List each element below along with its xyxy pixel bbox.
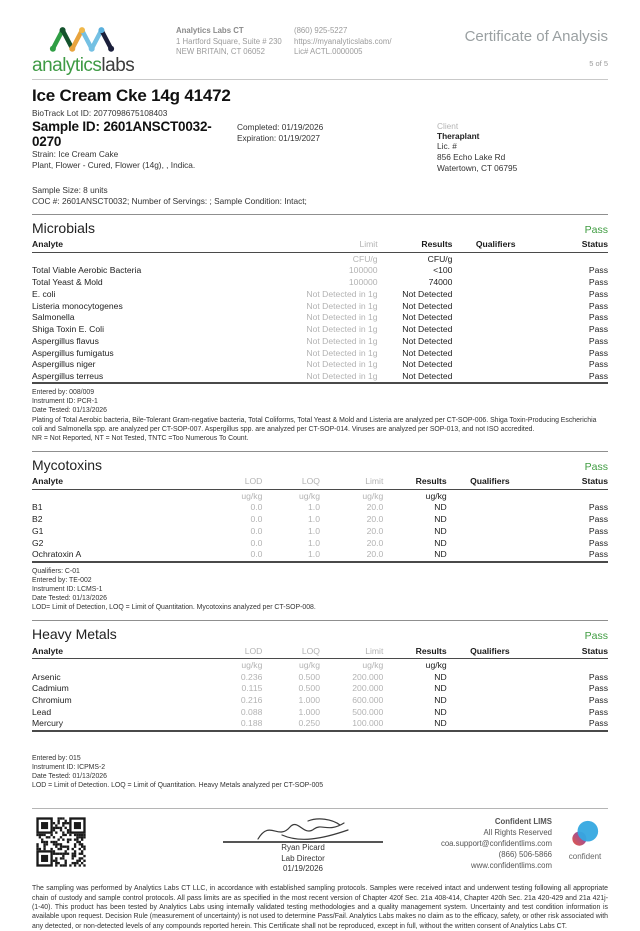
expiration-date: Expiration: 01/19/2027 <box>237 132 321 143</box>
confident-circles-icon <box>569 819 601 849</box>
table-cell: Not Detected in 1g <box>306 347 378 358</box>
signer-date: 01/19/2026 <box>282 863 324 873</box>
unit-cell: CFU/g <box>427 253 453 264</box>
table-row <box>32 718 608 731</box>
sample-id-block <box>32 119 237 173</box>
section-status-badge: Pass <box>584 460 608 473</box>
section-title: Heavy Metals <box>32 626 117 643</box>
column-header: LOD <box>205 476 263 490</box>
signature-block <box>218 815 388 874</box>
column-header: Analyte <box>32 645 205 659</box>
unit-cell: CFU/g <box>352 253 378 264</box>
unit-cell <box>32 659 205 671</box>
header-divider <box>32 79 608 80</box>
lab-contact-block <box>294 26 444 58</box>
table-cell: Not Detected <box>402 359 453 370</box>
table-cell <box>447 502 533 514</box>
table-cell: 100000 <box>348 265 378 276</box>
unit-cell <box>452 253 538 265</box>
microbials-table <box>32 239 608 384</box>
table-cell: <100 <box>433 265 453 276</box>
table-cell <box>452 288 538 300</box>
lab-address-line1: 1 Hartford Square, Suite # 230 <box>176 36 282 46</box>
table-cell: Pass <box>588 347 608 358</box>
table-cell: Pass <box>588 537 608 548</box>
column-header: Status <box>533 645 608 659</box>
note-line: Qualifiers: C-01 <box>32 567 80 575</box>
table-cell: Pass <box>588 706 608 717</box>
table-cell: Pass <box>588 288 608 299</box>
table-cell: Cadmium <box>32 683 69 694</box>
table-cell: Not Detected in 1g <box>306 300 378 311</box>
analytics-labs-logo <box>32 22 160 75</box>
table-cell <box>447 718 533 731</box>
table-cell <box>447 525 533 537</box>
confident-logo-word: confident <box>568 852 602 862</box>
table-cell <box>452 300 538 312</box>
table-cell: ND <box>434 683 447 694</box>
table-row <box>32 359 608 371</box>
table-cell <box>447 537 533 549</box>
table-cell <box>452 335 538 347</box>
table-cell: 0.088 <box>240 706 263 717</box>
table-cell: Aspergillus niger <box>32 359 96 370</box>
table-cell: 0.500 <box>298 671 320 682</box>
unit-cell: ug/kg <box>298 490 320 501</box>
table-cell: B2 <box>32 514 43 525</box>
table-row <box>32 370 608 383</box>
table-row <box>32 525 608 537</box>
table-cell: 1.0 <box>308 514 320 525</box>
column-header: Qualifiers <box>447 476 533 490</box>
table-cell: 0.500 <box>298 683 320 694</box>
table-cell: Pass <box>588 324 608 335</box>
sample-info <box>32 86 608 207</box>
table-cell: 1.000 <box>298 706 320 717</box>
column-header: Status <box>539 239 608 253</box>
table-cell: Not Detected in 1g <box>306 288 378 299</box>
note-line: Plating of Total Aerobic bacteria, Bile-Tolerant Gram-negative bacteria, Total Coliforms, Total Yeast & Mold and Listeria are analyzed per CT-SOP-006. Shiga Toxin-Producing Escherichia coli and Salmonella spp. are analyzed per CT-SOP-007. Aspergillus spp. are analyzed per CT-SOP-014. Viruses are analyzed per SOP-013, and not ISO accredited. <box>32 416 597 433</box>
unit-cell: ug/kg <box>241 659 263 670</box>
footer-divider <box>32 808 608 809</box>
table-cell: Pass <box>588 370 608 381</box>
table-cell <box>452 277 538 289</box>
table-cell: ND <box>434 671 447 682</box>
column-header: Qualifiers <box>447 645 533 659</box>
table-cell: Not Detected in 1g <box>306 324 378 335</box>
table-cell: Pass <box>588 514 608 525</box>
strain: Strain: Ice Cream Cake <box>32 149 119 159</box>
table-cell: Arsenic <box>32 671 61 682</box>
table-cell: 500.000 <box>352 706 384 717</box>
table-cell: Pass <box>588 525 608 536</box>
table-cell: Not Detected <box>402 300 453 311</box>
column-header: Qualifiers <box>452 239 538 253</box>
lab-name: Analytics Labs CT <box>176 26 244 35</box>
table-row <box>32 695 608 707</box>
unit-cell: ug/kg <box>241 490 263 501</box>
table-cell: Pass <box>588 502 608 513</box>
mycotoxins-table <box>32 476 608 563</box>
table-cell: ND <box>434 718 447 729</box>
lab-license: Lic# ACTL.0000005 <box>294 47 363 57</box>
column-header: Limit <box>320 476 383 490</box>
table-cell: Shiga Toxin E. Coli <box>32 324 104 335</box>
column-header: Status <box>533 476 608 490</box>
table-cell: 20.0 <box>366 502 384 513</box>
table-cell: Total Viable Aerobic Bacteria <box>32 265 142 276</box>
table-cell: Not Detected <box>402 335 453 346</box>
heavy-metals-table <box>32 645 608 732</box>
table-cell: 1.0 <box>308 549 320 560</box>
table-cell: 20.0 <box>366 537 384 548</box>
table-cell: Pass <box>588 335 608 346</box>
table-cell: 1.0 <box>308 502 320 513</box>
table-cell: Not Detected <box>402 288 453 299</box>
client-address1: 856 Echo Lake Rd <box>437 151 506 162</box>
table-cell: 1.0 <box>308 537 320 548</box>
note-line: LOD = Limit of Detection. LOQ = Limit of Quantitation. Heavy Metals analyzed per CT-SOP-005 <box>32 782 324 790</box>
lab-address-line2: NEW BRITAIN, CT 06052 <box>176 47 265 57</box>
lab-phone: (860) 925-5227 <box>294 26 348 35</box>
table-cell: 200.000 <box>352 671 384 682</box>
unit-cell: ug/kg <box>425 490 447 501</box>
dates-block <box>237 119 347 173</box>
table-cell: Salmonella <box>32 312 75 323</box>
table-cell: Not Detected <box>402 324 453 335</box>
table-row <box>32 549 608 562</box>
lims-name: Confident LIMS <box>494 817 552 827</box>
table-cell: Pass <box>588 671 608 682</box>
table-cell: ND <box>434 695 447 705</box>
lims-email: coa.support@confidentlims.com <box>440 838 552 848</box>
table-cell: 20.0 <box>366 514 384 525</box>
table-cell: ND <box>434 525 447 536</box>
client-block <box>437 119 517 173</box>
table-cell: ND <box>434 549 447 560</box>
table-cell: 0.115 <box>241 683 263 694</box>
table-cell: B1 <box>32 502 43 513</box>
lims-site: www.confidentlims.com <box>470 860 552 870</box>
table-row <box>32 706 608 718</box>
heavy-metals-notes <box>32 754 608 790</box>
table-cell: Not Detected in 1g <box>306 312 378 323</box>
note-line: Instrument ID: LCMS-1 <box>32 585 103 593</box>
table-cell: 20.0 <box>366 549 384 560</box>
unit-cell <box>32 253 251 265</box>
table-cell: 1.000 <box>298 695 320 705</box>
table-row <box>32 312 608 324</box>
section-title: Mycotoxins <box>32 456 103 473</box>
qr-code <box>34 815 88 869</box>
page-indicator: 5 of 5 <box>589 59 608 68</box>
lims-rights: All Rights Reserved <box>483 828 552 838</box>
note-line: Date Tested: 01/13/2026 <box>32 772 107 780</box>
table-cell: Aspergillus fumigatus <box>32 347 114 358</box>
note-line: LOD= Limit of Detection, LOQ = Limit of Quantitation. Mycotoxins analyzed per CT-SOP-008. <box>32 603 316 611</box>
table-cell: ND <box>434 502 447 513</box>
table-cell: Total Yeast & Mold <box>32 277 103 288</box>
table-cell: Not Detected in 1g <box>306 370 378 381</box>
table-cell: 600.000 <box>352 695 384 705</box>
table-cell <box>452 347 538 359</box>
table-cell: Listeria monocytogenes <box>32 300 123 311</box>
table-row <box>32 514 608 526</box>
signer-name: Ryan Picard <box>281 843 325 853</box>
document-title: Certificate of Analysis <box>464 28 608 45</box>
table-cell <box>447 683 533 695</box>
table-cell: 0.0 <box>250 549 263 560</box>
client-license: Lic. # <box>437 141 457 151</box>
table-cell: 0.0 <box>250 502 263 513</box>
table-row <box>32 683 608 695</box>
table-cell: Pass <box>588 695 608 705</box>
column-header: Results <box>383 476 446 490</box>
table-row <box>32 324 608 336</box>
table-cell: 74000 <box>428 277 453 288</box>
column-header: Results <box>383 645 446 659</box>
table-cell: E. coli <box>32 288 56 299</box>
mycotoxins-notes <box>32 567 608 613</box>
table-row <box>32 265 608 277</box>
lab-website: https://myanalyticslabs.com/ <box>294 36 392 46</box>
table-cell: ND <box>434 514 447 525</box>
section-status-badge: Pass <box>584 223 608 236</box>
table-cell: Pass <box>588 312 608 323</box>
note-line: Instrument ID: PCR-1 <box>32 398 98 406</box>
table-cell: Pass <box>588 359 608 370</box>
table-cell: 0.250 <box>298 718 320 729</box>
sample-id: Sample ID: 2601ANSCT0032-0270 <box>32 119 212 149</box>
table-cell: G1 <box>32 525 44 536</box>
note-line: Entered by: 008/009 <box>32 389 95 397</box>
table-cell: Not Detected in 1g <box>306 359 378 370</box>
section-title: Microbials <box>32 219 96 236</box>
section-microbials <box>32 214 608 443</box>
table-row <box>32 300 608 312</box>
table-row <box>32 277 608 289</box>
note-line: Date Tested: 01/13/2026 <box>32 594 107 602</box>
note-line: Date Tested: 01/13/2026 <box>32 407 107 415</box>
table-cell: Not Detected <box>402 312 453 323</box>
table-cell <box>452 312 538 324</box>
unit-cell: ug/kg <box>362 659 384 670</box>
table-cell: 0.188 <box>240 718 263 729</box>
table-cell <box>447 514 533 526</box>
lims-phone: (866) 506-5866 <box>498 849 552 859</box>
column-header: Analyte <box>32 239 251 253</box>
table-cell: Pass <box>588 300 608 311</box>
table-cell: Pass <box>588 549 608 560</box>
column-header: Limit <box>320 645 383 659</box>
table-cell: 0.0 <box>250 514 263 525</box>
coc-line: COC #: 2601ANSCT0032; Number of Servings: ; Sample Condition: Intact; <box>32 196 307 207</box>
table-cell: Pass <box>588 265 608 276</box>
table-row <box>32 671 608 683</box>
table-cell: 0.0 <box>250 537 263 548</box>
column-header: Results <box>378 239 453 253</box>
table-cell: 0.0 <box>250 525 263 536</box>
note-line: Instrument ID: ICPMS-2 <box>32 763 106 771</box>
column-header: LOQ <box>262 645 320 659</box>
table-cell: 0.236 <box>240 671 263 682</box>
unit-cell <box>533 490 608 502</box>
table-row <box>32 347 608 359</box>
table-row <box>32 537 608 549</box>
unit-cell <box>447 490 533 502</box>
table-row <box>32 335 608 347</box>
client-label: Client <box>437 121 459 131</box>
table-cell <box>452 324 538 336</box>
logo-zigzag-icon <box>44 24 120 54</box>
signer-title: Lab Director <box>281 853 325 863</box>
table-cell: G2 <box>32 537 44 548</box>
column-header: Limit <box>251 239 378 253</box>
logo-wordmark: analyticslabs <box>32 55 135 76</box>
table-cell <box>447 706 533 718</box>
table-cell: Not Detected in 1g <box>306 335 378 346</box>
table-cell: 0.216 <box>240 695 263 705</box>
table-cell: 200.000 <box>352 683 384 694</box>
unit-cell <box>447 659 533 671</box>
table-cell: Not Detected <box>402 370 453 381</box>
lims-info-block <box>441 815 552 872</box>
section-mycotoxins <box>32 451 608 612</box>
sample-size: Sample Size: 8 units <box>32 185 108 196</box>
table-cell: Lead <box>32 706 52 717</box>
table-cell: Not Detected <box>402 347 453 358</box>
unit-cell: ug/kg <box>298 659 320 670</box>
table-cell: Aspergillus terreus <box>32 370 104 381</box>
table-cell <box>447 695 533 707</box>
sample-description: Plant, Flower - Cured, Flower (14g), , Indica. <box>32 159 196 170</box>
unit-cell: ug/kg <box>362 490 384 501</box>
table-cell: Pass <box>588 277 608 288</box>
section-status-badge: Pass <box>584 630 608 643</box>
table-row <box>32 288 608 300</box>
table-cell: Ochratoxin A <box>32 549 82 560</box>
table-row <box>32 502 608 514</box>
biotrack-lot-id: BioTrack Lot ID: 2077098675108403 <box>32 108 168 118</box>
confident-logo <box>562 815 608 861</box>
table-cell <box>447 549 533 562</box>
table-cell <box>452 265 538 277</box>
section-heavy-metals <box>32 620 608 790</box>
client-address2: Watertown, CT 06795 <box>437 162 518 173</box>
completed-date: Completed: 01/19/2026 <box>237 122 324 132</box>
table-cell: ND <box>434 537 447 548</box>
unit-cell: ug/kg <box>425 659 447 670</box>
table-cell: 100000 <box>348 277 378 288</box>
unit-cell <box>32 490 205 502</box>
note-line: Entered by: TE-002 <box>32 576 92 584</box>
table-cell: Pass <box>588 718 608 729</box>
table-cell <box>447 671 533 683</box>
column-header: LOD <box>205 645 263 659</box>
certificate-title-block <box>465 22 608 68</box>
disclaimer-text: The sampling was performed by Analytics Labs CT LLC, in accordance with established sampling protocols. Samples were received intact and underwent testing following all appropriate chain of custody and sample control protocols. All pass limits are as specified in the most recent version of Chapter 420f Sec. 21a 408-414, Chapter 420h Sec. 21a 420-429 and 21a 421j-(1-40). This product has been tested by Analytics Labs using internally validated testing methodologies and a quality management system. Uncertainty and test condition information is available upon request. Decision Rule (measurement of uncertainty) is not used to determine Pass/Fail. Analytics Labs makes no claim as to the efficacy, safety, or other risk associated with any detected, or non-detected levels of any compounds reported herein. This Certificate shall not be reproduced, except in full, without the written consent of Analytics Labs CT. <box>32 885 608 930</box>
table-cell: Aspergillus flavus <box>32 335 99 346</box>
table-cell: Mercury <box>32 718 64 729</box>
table-cell: 100.000 <box>352 718 384 729</box>
table-cell <box>452 370 538 383</box>
page-header <box>32 22 608 75</box>
note-line: Entered by: 015 <box>32 754 81 762</box>
lab-address-block <box>176 26 288 58</box>
table-cell: 20.0 <box>366 525 384 536</box>
table-cell <box>452 359 538 371</box>
table-cell: 1.0 <box>308 525 320 536</box>
client-name: Theraplant <box>437 131 480 141</box>
unit-cell <box>539 253 608 265</box>
note-line: NR = Not Reported, NT = Not Tested, TNTC =Too Numerous To Count. <box>32 434 249 442</box>
unit-cell <box>533 659 608 671</box>
page-footer <box>32 815 608 874</box>
table-cell: Pass <box>588 683 608 694</box>
column-header: LOQ <box>262 476 320 490</box>
table-cell: Chromium <box>32 695 72 705</box>
product-title: Ice Cream Cke 14g 41472 <box>32 86 231 105</box>
table-cell: ND <box>434 706 447 717</box>
column-header: Analyte <box>32 476 205 490</box>
microbials-notes <box>32 388 608 443</box>
